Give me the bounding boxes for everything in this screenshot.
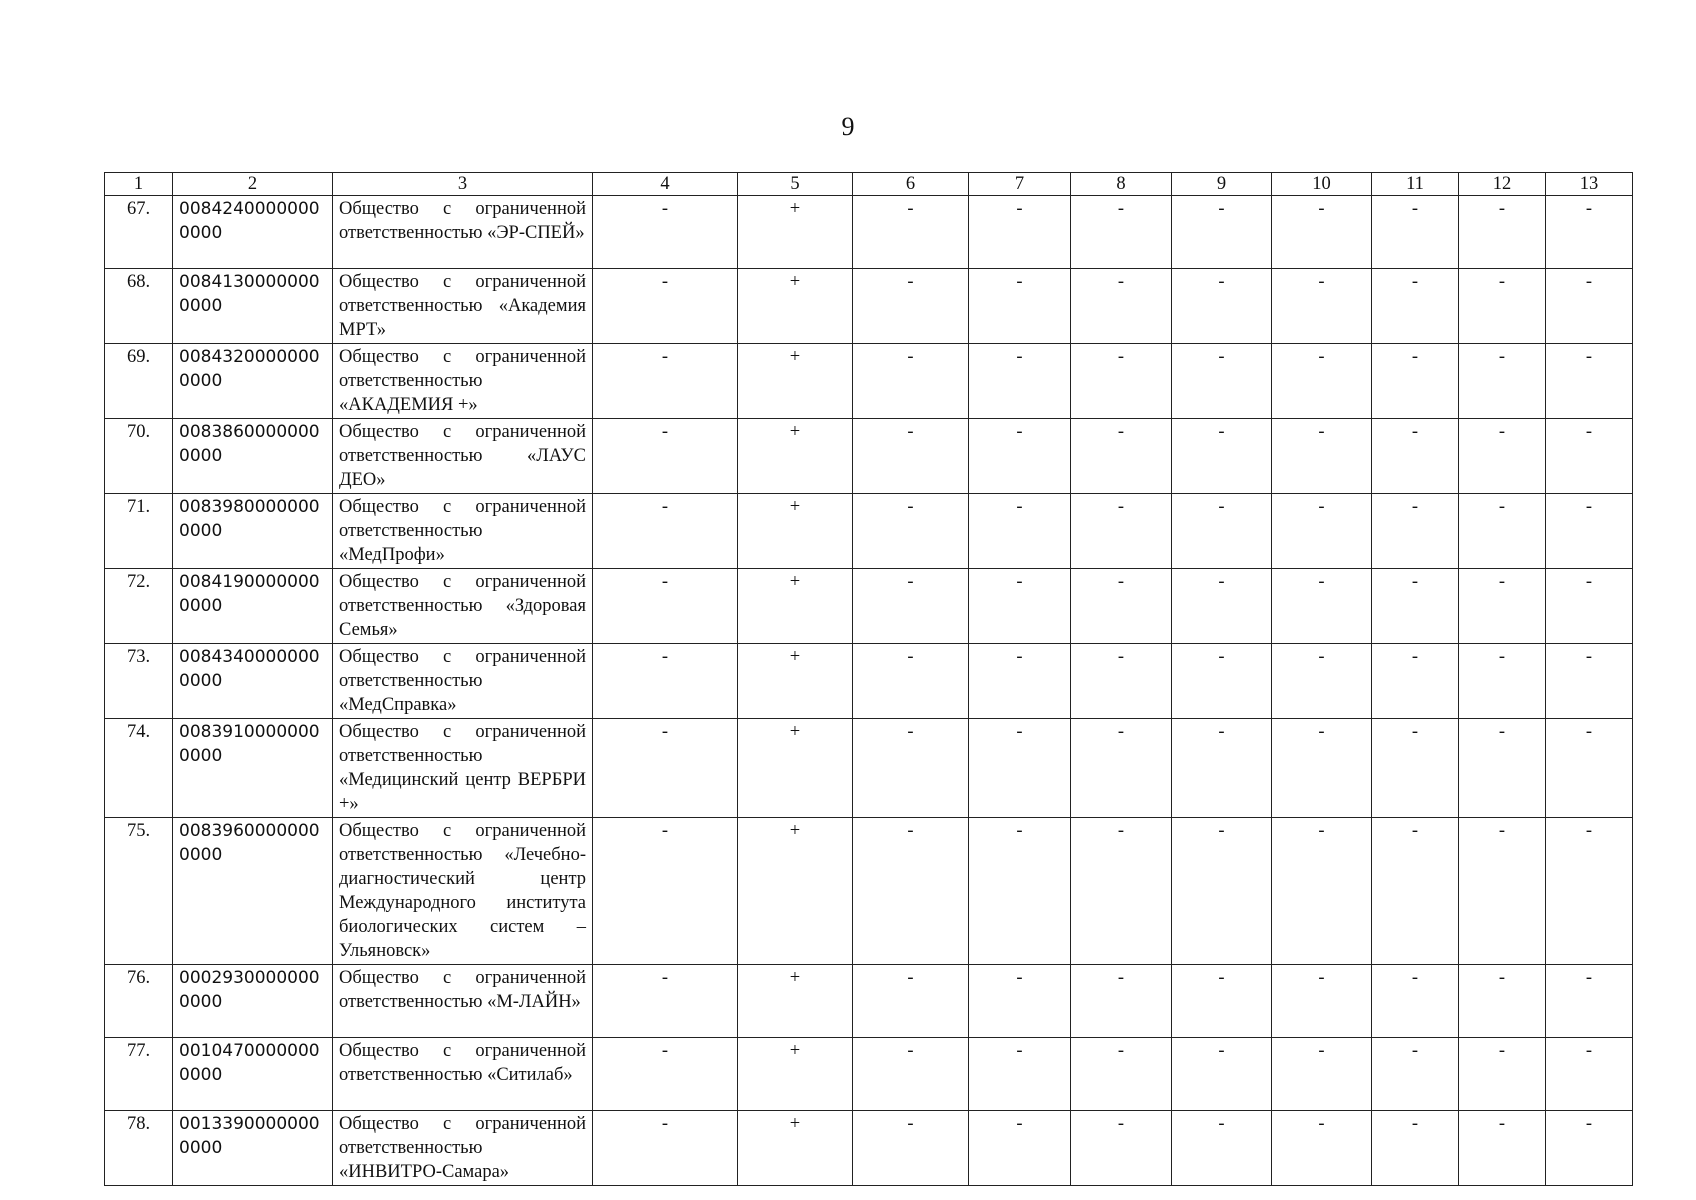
column-header: 4 (593, 173, 738, 196)
mark-cell: - (1459, 569, 1546, 644)
mark-cell: - (1546, 196, 1633, 269)
mark-cell: - (1172, 644, 1272, 719)
mark-cell: - (969, 644, 1071, 719)
mark-cell: + (738, 269, 853, 344)
mark-cell: - (593, 196, 738, 269)
mark-cell: - (1172, 1038, 1272, 1111)
organization-name: Общество с ограниченной ответственностью «Академия МРТ» (333, 269, 593, 344)
mark-cell: - (1172, 569, 1272, 644)
mark-cell: - (853, 1111, 969, 1186)
table-row (105, 965, 1633, 1038)
registry-number: 00839800000000000 (173, 494, 333, 569)
mark-cell: - (593, 269, 738, 344)
table-row (105, 644, 1633, 719)
mark-cell: - (853, 494, 969, 569)
mark-cell: + (738, 494, 853, 569)
header-row (105, 173, 1633, 196)
mark-cell: - (1272, 569, 1372, 644)
mark-cell: - (1272, 494, 1372, 569)
registry-number: 00839100000000000 (173, 719, 333, 818)
registry-number: 00843200000000000 (173, 344, 333, 419)
mark-cell: - (969, 269, 1071, 344)
column-header: 3 (333, 173, 593, 196)
mark-cell: - (1071, 419, 1172, 494)
mark-cell: - (1172, 269, 1272, 344)
mark-cell: + (738, 419, 853, 494)
row-number: 75. (105, 818, 173, 965)
mark-cell: - (1071, 644, 1172, 719)
mark-cell: + (738, 719, 853, 818)
table-row (105, 1111, 1633, 1186)
mark-cell: + (738, 344, 853, 419)
mark-cell: - (969, 965, 1071, 1038)
mark-cell: - (853, 965, 969, 1038)
mark-cell: - (1172, 719, 1272, 818)
mark-cell: - (1172, 1111, 1272, 1186)
mark-cell: - (1372, 269, 1459, 344)
mark-cell: - (1459, 719, 1546, 818)
mark-cell: - (1071, 1038, 1172, 1111)
mark-cell: + (738, 965, 853, 1038)
column-header: 10 (1272, 173, 1372, 196)
mark-cell: - (1546, 344, 1633, 419)
mark-cell: - (1272, 1111, 1372, 1186)
mark-cell: + (738, 196, 853, 269)
mark-cell: - (1272, 419, 1372, 494)
mark-cell: - (1272, 644, 1372, 719)
table-row (105, 419, 1633, 494)
registry-number: 00843400000000000 (173, 644, 333, 719)
mark-cell: - (969, 196, 1071, 269)
table-row (105, 196, 1633, 269)
mark-cell: - (1546, 818, 1633, 965)
mark-cell: - (593, 344, 738, 419)
registry-number: 00841900000000000 (173, 569, 333, 644)
column-header: 9 (1172, 173, 1272, 196)
mark-cell: - (969, 818, 1071, 965)
registry-number: 00029300000000000 (173, 965, 333, 1038)
mark-cell: - (1071, 1111, 1172, 1186)
mark-cell: - (1272, 965, 1372, 1038)
mark-cell: - (1546, 494, 1633, 569)
row-number: 73. (105, 644, 173, 719)
organization-name: Общество с ограниченной ответственностью «АКАДЕМИЯ +» (333, 344, 593, 419)
mark-cell: - (593, 818, 738, 965)
row-number: 77. (105, 1038, 173, 1111)
mark-cell: - (1272, 344, 1372, 419)
mark-cell: - (969, 494, 1071, 569)
mark-cell: - (1172, 494, 1272, 569)
organization-name: Общество с ограниченной ответственностью «ЛАУС ДЕО» (333, 419, 593, 494)
mark-cell: - (1372, 644, 1459, 719)
column-header: 6 (853, 173, 969, 196)
table-row (105, 1038, 1633, 1111)
registry-number: 00839600000000000 (173, 818, 333, 965)
mark-cell: - (593, 719, 738, 818)
mark-cell: - (593, 569, 738, 644)
row-number: 76. (105, 965, 173, 1038)
mark-cell: - (1071, 344, 1172, 419)
mark-cell: - (1071, 196, 1172, 269)
row-number: 67. (105, 196, 173, 269)
registry-number: 00842400000000000 (173, 196, 333, 269)
mark-cell: - (1459, 494, 1546, 569)
mark-cell: - (853, 419, 969, 494)
mark-cell: - (1272, 1038, 1372, 1111)
mark-cell: - (1546, 1038, 1633, 1111)
mark-cell: - (1071, 965, 1172, 1038)
organization-name: Общество с ограниченной ответственностью «МедПрофи» (333, 494, 593, 569)
mark-cell: - (1071, 494, 1172, 569)
column-header: 7 (969, 173, 1071, 196)
mark-cell: - (1372, 494, 1459, 569)
column-header: 5 (738, 173, 853, 196)
registry-number: 00838600000000000 (173, 419, 333, 494)
organization-name: Общество с ограниченной ответственностью «Здоровая Семья» (333, 569, 593, 644)
mark-cell: - (1272, 196, 1372, 269)
row-number: 69. (105, 344, 173, 419)
mark-cell: - (853, 1038, 969, 1111)
mark-cell: - (1459, 419, 1546, 494)
mark-cell: - (1272, 818, 1372, 965)
column-header: 13 (1546, 173, 1633, 196)
mark-cell: - (1172, 344, 1272, 419)
column-header: 11 (1372, 173, 1459, 196)
mark-cell: - (1372, 196, 1459, 269)
table-row (105, 719, 1633, 818)
mark-cell: - (853, 344, 969, 419)
mark-cell: + (738, 569, 853, 644)
mark-cell: - (1172, 965, 1272, 1038)
organization-name: Общество с ограниченной ответственностью «МедСправка» (333, 644, 593, 719)
mark-cell: - (969, 719, 1071, 818)
mark-cell: - (1546, 419, 1633, 494)
column-header: 12 (1459, 173, 1546, 196)
mark-cell: - (1372, 344, 1459, 419)
mark-cell: - (1071, 269, 1172, 344)
organization-name: Общество с ограниченной ответственностью «Медицинский центр ВЕРБРИ +» (333, 719, 593, 818)
mark-cell: - (593, 1111, 738, 1186)
mark-cell: - (853, 569, 969, 644)
organization-name: Общество с ограниченной ответственностью «Лечебно-диагностический центр Международного института биологических систем – Ульяновск» (333, 818, 593, 965)
table-row (105, 569, 1633, 644)
organization-name: Общество с ограниченной ответственностью «ИНВИТРО-Самара» (333, 1111, 593, 1186)
mark-cell: - (1372, 1038, 1459, 1111)
row-number: 70. (105, 419, 173, 494)
mark-cell: - (853, 196, 969, 269)
mark-cell: - (593, 494, 738, 569)
mark-cell: - (1459, 1111, 1546, 1186)
mark-cell: - (969, 569, 1071, 644)
mark-cell: - (969, 419, 1071, 494)
row-number: 78. (105, 1111, 173, 1186)
mark-cell: - (593, 965, 738, 1038)
mark-cell: + (738, 1038, 853, 1111)
organization-name: Общество с ограниченной ответственностью «Ситилаб» (333, 1038, 593, 1111)
mark-cell: - (1372, 419, 1459, 494)
mark-cell: - (1071, 569, 1172, 644)
mark-cell: - (969, 1038, 1071, 1111)
registry-number: 00104700000000000 (173, 1038, 333, 1111)
mark-cell: - (1172, 818, 1272, 965)
row-number: 68. (105, 269, 173, 344)
mark-cell: - (853, 269, 969, 344)
mark-cell: + (738, 644, 853, 719)
mark-cell: - (1459, 269, 1546, 344)
mark-cell: - (969, 1111, 1071, 1186)
organization-name: Общество с ограниченной ответственностью «ЭР-СПЕЙ» (333, 196, 593, 269)
table-row (105, 269, 1633, 344)
mark-cell: - (1546, 644, 1633, 719)
column-header: 1 (105, 173, 173, 196)
mark-cell: - (853, 644, 969, 719)
table-row (105, 818, 1633, 965)
mark-cell: - (1372, 818, 1459, 965)
registry-number: 00133900000000000 (173, 1111, 333, 1186)
organization-name: Общество с ограниченной ответственностью «М-ЛАЙН» (333, 965, 593, 1038)
row-number: 71. (105, 494, 173, 569)
column-header: 8 (1071, 173, 1172, 196)
mark-cell: - (1372, 719, 1459, 818)
mark-cell: - (1546, 569, 1633, 644)
mark-cell: - (1272, 269, 1372, 344)
mark-cell: - (1459, 344, 1546, 419)
page-number: 9 (841, 112, 855, 141)
mark-cell: - (1459, 644, 1546, 719)
mark-cell: + (738, 818, 853, 965)
mark-cell: - (969, 344, 1071, 419)
mark-cell: - (593, 1038, 738, 1111)
registry-table (104, 172, 1633, 1186)
mark-cell: - (1172, 419, 1272, 494)
mark-cell: - (1546, 719, 1633, 818)
mark-cell: - (1372, 965, 1459, 1038)
mark-cell: + (738, 1111, 853, 1186)
mark-cell: - (853, 719, 969, 818)
table-row (105, 344, 1633, 419)
mark-cell: - (853, 818, 969, 965)
mark-cell: - (1459, 196, 1546, 269)
mark-cell: - (1459, 1038, 1546, 1111)
mark-cell: - (1071, 719, 1172, 818)
mark-cell: - (1071, 818, 1172, 965)
mark-cell: - (1172, 196, 1272, 269)
mark-cell: - (593, 419, 738, 494)
row-number: 72. (105, 569, 173, 644)
mark-cell: - (1459, 965, 1546, 1038)
mark-cell: - (1546, 1111, 1633, 1186)
mark-cell: - (1546, 965, 1633, 1038)
mark-cell: - (593, 644, 738, 719)
mark-cell: - (1459, 818, 1546, 965)
registry-number: 00841300000000000 (173, 269, 333, 344)
mark-cell: - (1372, 1111, 1459, 1186)
row-number: 74. (105, 719, 173, 818)
column-header: 2 (173, 173, 333, 196)
mark-cell: - (1546, 269, 1633, 344)
mark-cell: - (1372, 569, 1459, 644)
mark-cell: - (1272, 719, 1372, 818)
table-row (105, 494, 1633, 569)
